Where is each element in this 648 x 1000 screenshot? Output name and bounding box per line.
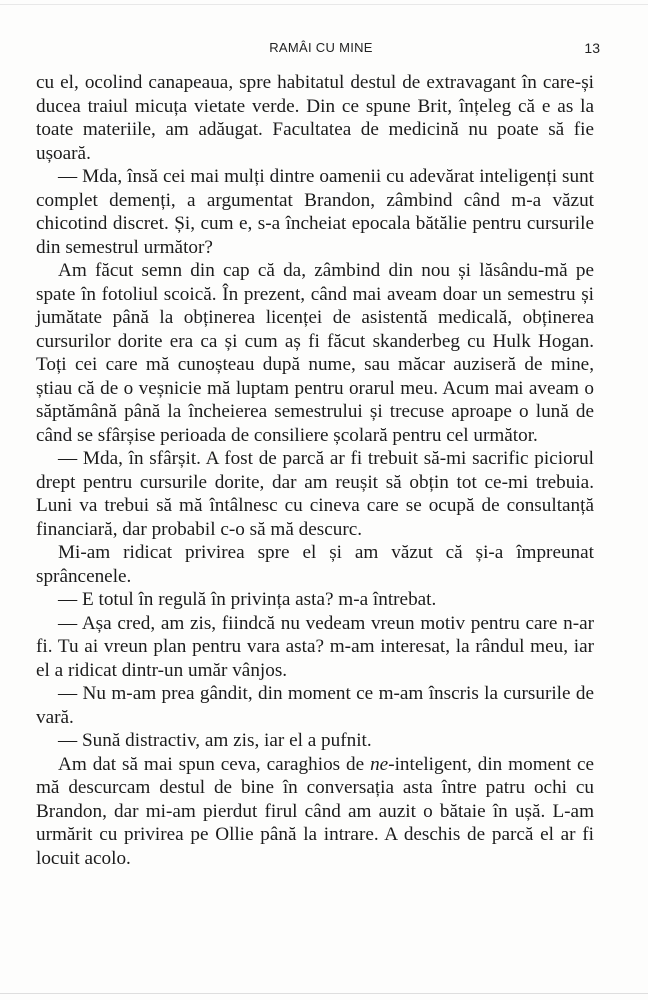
running-title: RAMÂI CU MINE bbox=[269, 40, 373, 55]
paragraph: — Sună distractiv, am zis, iar el a pufnit. bbox=[58, 730, 372, 751]
page-edge-bottom bbox=[0, 993, 648, 994]
italic-prefix: ne bbox=[370, 753, 389, 775]
paragraph: — Așa cred, am zis, fiindcă nu vedeam vreun motiv pentru care n-ar fi. Tu ai vreun plan pentru vara asta? m-am interesat, la rândul meu, iar el a ridicat dintr-un umăr vânjos. bbox=[36, 612, 594, 681]
paragraph: Mi-am ridicat privirea spre el și am văzut că și-a împreunat sprâncenele. bbox=[36, 542, 594, 587]
paragraph: cu el, ocolind canapeaua, spre habitatul destul de extravagant în care-și ducea traiul micuța vietate verde. Din ce spune Brit, înțeleg că e as la toate materiile, am adăugat. Facultatea de medicină nu poate să fie ușoară. bbox=[36, 72, 594, 164]
paragraph: — Nu m-am prea gândit, din moment ce m-am înscris la cursurile de vară. bbox=[36, 683, 594, 728]
page-header bbox=[36, 40, 606, 62]
paragraph: Am făcut semn din cap că da, zâmbind din nou și lăsându-mă pe spate în fotoliul scoică. În prezent, când mai aveam doar un semestru și jumătate până la obținerea licenței de asistentă medicală, obținerea cursurilor dorite era ca și cum aș fi făcut skanderbeg cu Hulk Hogan. Toți cei care mă cunoșteau după nume, sau măcar auziseră de mine, știau că de o veșnicie mă luptam pentru orarul meu. Acum mai aveam o săptămână până la încheierea semestrului și trecuse aproape o lună de când se sfârșise perioada de consiliere școlară pentru cel următor. bbox=[36, 260, 594, 446]
paragraph bbox=[36, 753, 594, 871]
body-text bbox=[36, 71, 594, 870]
paragraph-text: Am dat să mai spun ceva, caraghios de bbox=[58, 753, 371, 775]
paragraph-text: -inteligent, din moment ce mă descurcam destul de bine în conversația asta între patru ochi cu Brandon, dar mi-am pierdut firul când am auzit o bătaie în ușă. L-am urmărit cu privirea pe Ollie până la intrare. A deschis de parcă el ar fi locuit acolo. bbox=[36, 753, 595, 869]
page-edge-top bbox=[0, 4, 648, 5]
paragraph: — E totul în regulă în privința asta? m-a întrebat. bbox=[58, 589, 437, 610]
paragraph: — Mda, însă cei mai mulți dintre oamenii cu adevărat inteligenți sunt complet demenți, a argumentat Brandon, zâmbind când m-a văzut chicotind discret. Și, cum e, s-a încheiat epocala bătălie pentru cursurile din semestrul următor? bbox=[36, 166, 594, 258]
page-number: 13 bbox=[584, 40, 600, 56]
paragraph: — Mda, în sfârșit. A fost de parcă ar fi trebuit să-mi sacrific piciorul drept pentru cursurile dorite, dar am reușit să obțin tot ce-mi trebuia. Luni va trebui să mă întâlnesc cu cineva care se ocupă de consultanță financiară, dar probabil c-o să mă descurc. bbox=[36, 448, 594, 540]
